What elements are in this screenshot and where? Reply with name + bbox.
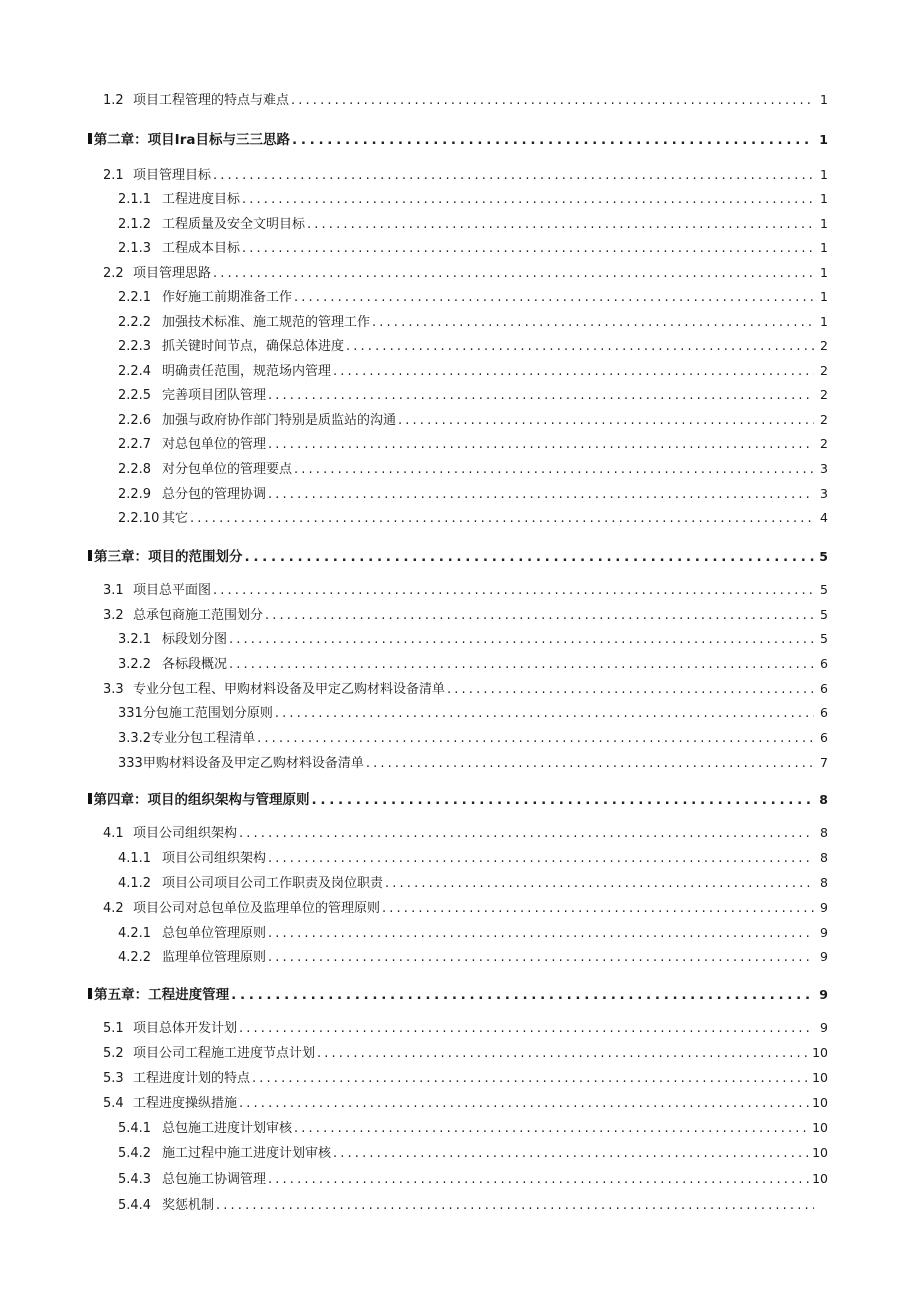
toc-entry-title: 项目公司组织架构: [133, 826, 238, 841]
toc-leader-dots: [229, 657, 814, 672]
toc-leader-dots: [268, 926, 814, 941]
toc-leader-dots: [229, 632, 814, 647]
toc-entry-title: 专业分包工程、甲购材料设备及甲定乙购材料设备清单: [133, 682, 446, 697]
toc-entry-title: 工程进度计划的特点: [133, 1071, 251, 1086]
toc-leader-dots: [312, 792, 814, 808]
toc-leader-dots: [317, 1046, 810, 1061]
toc-entry-title: 加强与政府协作部门特别是质监站的沟通: [162, 413, 397, 428]
toc-leader-dots: [213, 168, 814, 183]
toc-entry-number: 4.2.2: [118, 950, 152, 965]
toc-entry[interactable]: [118, 237, 828, 259]
toc-entry-page-number: 3: [820, 461, 828, 476]
toc-leader-dots: [245, 549, 814, 565]
toc-entry-page-number: 2: [820, 412, 828, 427]
toc-leader-dots: [216, 1198, 814, 1213]
toc-entry-page-number: 6: [820, 656, 828, 671]
toc-entry-number: 5.2: [103, 1046, 124, 1061]
toc-entry-page-number: 2: [820, 338, 828, 353]
toc-entry-page-number: 1: [820, 191, 828, 206]
toc-entry-page-number: 6: [820, 730, 828, 745]
toc-leader-dots: [213, 266, 814, 281]
toc-entry-page-number: 10: [812, 1145, 828, 1160]
toc-entry-page-number: 5: [820, 607, 828, 622]
toc-entry-number: 2.2.1: [118, 290, 152, 305]
toc-entry[interactable]: [118, 1117, 828, 1139]
toc-entry[interactable]: [103, 262, 828, 284]
toc-entry-number: 2.2.4: [118, 364, 152, 379]
toc-entry-page-number: 2: [820, 436, 828, 451]
toc-entry[interactable]: [103, 89, 828, 111]
toc-entry-number: 3.3: [103, 682, 124, 697]
chapter-bullet-icon: [88, 550, 92, 561]
toc-entry[interactable]: [103, 1092, 828, 1114]
toc-entry-number: 5.3: [103, 1071, 124, 1086]
toc-entry[interactable]: [118, 286, 828, 308]
toc-entry-number: 5.4.3: [118, 1172, 152, 1187]
toc-entry[interactable]: [118, 727, 828, 749]
toc-chapter-entry[interactable]: [88, 545, 828, 567]
toc-leader-dots: [268, 388, 814, 403]
toc-entry-number: 4.1: [103, 826, 124, 841]
toc-entry-title: 各标段概况: [162, 657, 228, 672]
toc-entry-title: 分包施工范围划分原则: [142, 706, 273, 721]
toc-entry-title: 总承包商施工范围划分: [133, 608, 264, 623]
toc-entry[interactable]: [118, 384, 828, 406]
toc-leader-dots: [333, 1146, 810, 1161]
toc-entry-number: 4.1.2: [118, 876, 152, 891]
toc-entry-title: 奖惩机制: [162, 1198, 215, 1213]
toc-entry[interactable]: [118, 188, 828, 210]
toc-leader-dots: [252, 1071, 810, 1086]
toc-leader-dots: [382, 901, 814, 916]
toc-leader-dots: [372, 315, 814, 330]
chapter-bullet-icon: [88, 793, 92, 804]
toc-entry-title: 工程进度目标: [162, 192, 241, 207]
toc-leader-dots: [239, 826, 814, 841]
toc-entry-number: 3.2: [103, 608, 124, 623]
toc-chapter-entry[interactable]: [88, 128, 828, 150]
toc-entry[interactable]: [118, 458, 828, 480]
toc-entry-title: 工程进度操纵措施: [133, 1096, 238, 1111]
toc-leader-dots: [242, 192, 814, 207]
toc-entry-title: 监理单位管理原则: [162, 950, 267, 965]
toc-entry-number: 331: [118, 706, 143, 721]
toc-leader-dots: [265, 608, 814, 623]
toc-entry-number: 3.2.2: [118, 657, 152, 672]
toc-entry-page-number: 1: [820, 92, 828, 107]
toc-entry[interactable]: [118, 1194, 828, 1216]
toc-entry[interactable]: [118, 311, 828, 333]
toc-entry-page-number: 9: [820, 1020, 828, 1035]
toc-entry[interactable]: [118, 847, 828, 869]
toc-entry-page-number: 7: [820, 755, 828, 770]
toc-entry-title: 第三章：项目的范围划分: [94, 549, 243, 565]
toc-entry-page-number: 2: [820, 387, 828, 402]
toc-entry-page-number: 5: [820, 631, 828, 646]
toc-entry[interactable]: [118, 922, 828, 944]
toc-entry-number: 4.2.1: [118, 926, 152, 941]
toc-leader-dots: [275, 706, 814, 721]
toc-entry-title: 工程成本目标: [162, 241, 241, 256]
toc-entry[interactable]: [118, 335, 828, 357]
toc-entry-page-number: 10: [812, 1045, 828, 1060]
toc-entry[interactable]: [118, 653, 828, 675]
toc-entry-page-number: 8: [820, 875, 828, 890]
toc-entry-page-number: 1: [820, 289, 828, 304]
toc-entry-page-number: 5: [820, 582, 828, 597]
toc-entry-number: 2.1.2: [118, 217, 152, 232]
toc-leader-dots: [333, 364, 814, 379]
toc-entry-title: 第五章：工程进度管理: [94, 987, 230, 1003]
toc-leader-dots: [268, 851, 814, 866]
toc-entry-number: 2.2.8: [118, 462, 152, 477]
toc-entry-page-number: 5: [819, 549, 828, 564]
toc-leader-dots: [242, 241, 814, 256]
toc-leader-dots: [268, 487, 814, 502]
toc-entry-page-number: 3: [820, 486, 828, 501]
toc-entry-title: 项目公司对总包单位及监理单位的管理原则: [133, 901, 381, 916]
toc-entry[interactable]: [118, 1142, 828, 1164]
toc-leader-dots: [213, 583, 814, 598]
toc-entry-number: 2.1.1: [118, 192, 152, 207]
toc-entry-page-number: 9: [820, 900, 828, 915]
toc-entry-number: 2.2.5: [118, 388, 152, 403]
toc-entry[interactable]: [118, 213, 828, 235]
toc-leader-dots: [307, 217, 814, 232]
toc-entry-number: 2.2.9: [118, 487, 152, 502]
toc-entry-title: 项目总体开发计划: [133, 1021, 238, 1036]
toc-entry-page-number: 2: [820, 363, 828, 378]
toc-entry[interactable]: [103, 604, 828, 626]
toc-entry-page-number: 9: [820, 949, 828, 964]
toc-entry[interactable]: [103, 897, 828, 919]
toc-entry-number: 2.1.3: [118, 241, 152, 256]
toc-entry-title: 对分包单位的管理要点: [162, 462, 293, 477]
toc-entry[interactable]: [118, 752, 828, 774]
toc-entry[interactable]: [118, 483, 828, 505]
toc-entry-page-number: 10: [812, 1070, 828, 1085]
toc-leader-dots: [291, 93, 814, 108]
toc-entry[interactable]: [118, 409, 828, 431]
toc-entry-page-number: 4: [820, 510, 828, 525]
toc-leader-dots: [239, 1021, 814, 1036]
toc-leader-dots: [294, 462, 814, 477]
toc-entry-page-number: 8: [819, 792, 828, 807]
toc-entry-page-number: 8: [820, 825, 828, 840]
toc-entry-number: 2.2.7: [118, 437, 152, 452]
toc-entry-page-number: 1: [820, 314, 828, 329]
toc-entry-number: 5.4.2: [118, 1146, 152, 1161]
toc-entry-page-number: 1: [820, 240, 828, 255]
toc-entry-number: 1.2: [103, 93, 124, 108]
chapter-bullet-icon: [88, 133, 92, 144]
toc-entry-page-number: 9: [820, 925, 828, 940]
toc-entry[interactable]: [118, 1168, 828, 1190]
toc-entry-number: 5.4.1: [118, 1121, 152, 1136]
toc-entry-number: 2.2: [103, 266, 124, 281]
toc-leader-dots: [292, 132, 814, 148]
toc-entry-title: 总分包的管理协调: [162, 487, 267, 502]
toc-leader-dots: [294, 290, 814, 305]
toc-entry[interactable]: [103, 1017, 828, 1039]
toc-entry-page-number: 1: [820, 265, 828, 280]
toc-entry-title: 作好施工前期准备工作: [162, 290, 293, 305]
toc-chapter-entry[interactable]: [88, 983, 828, 1005]
toc-entry-number: 3.1: [103, 583, 124, 598]
toc-entry-page-number: 8: [820, 850, 828, 865]
toc-entry[interactable]: [103, 1042, 828, 1064]
toc-entry[interactable]: [118, 872, 828, 894]
toc-entry-title: 明确责任范围，规范场内管理: [162, 364, 332, 379]
toc-entry-number: 5.1: [103, 1021, 124, 1036]
toc-entry-number: 5.4: [103, 1096, 124, 1111]
toc-leader-dots: [398, 413, 814, 428]
toc-entry-title: 项目管理思路: [133, 266, 212, 281]
toc-entry[interactable]: [118, 946, 828, 968]
toc-entry[interactable]: [118, 507, 828, 529]
toc-leader-dots: [257, 731, 814, 746]
toc-entry-title: 总包单位管理原则: [162, 926, 267, 941]
toc-entry-number: 2.1: [103, 168, 124, 183]
toc-entry-page-number: 10: [812, 1095, 828, 1110]
toc-leader-dots: [239, 1096, 810, 1111]
toc-leader-dots: [268, 950, 814, 965]
toc-entry-title: 工程质量及安全文明目标: [162, 217, 306, 232]
toc-entry-title: 施工过程中施工进度计划审核: [162, 1146, 332, 1161]
toc-entry-page-number: 1: [819, 132, 828, 147]
toc-entry-title: 加强技术标准、施工规范的管理工作: [162, 315, 371, 330]
toc-entry-page-number: 10: [812, 1171, 828, 1186]
toc-entry-number: 4.1.1: [118, 851, 152, 866]
toc-entry-number: 2.2.2: [118, 315, 152, 330]
toc-entry[interactable]: [103, 1067, 828, 1089]
toc-entry-number: 2.2.3: [118, 339, 152, 354]
toc-entry-title: 项目公司工程施工进度节点计划: [133, 1046, 316, 1061]
toc-leader-dots: [268, 437, 814, 452]
toc-entry[interactable]: [103, 579, 828, 601]
toc-leader-dots: [190, 511, 814, 526]
toc-entry-title: 标段划分图: [162, 632, 228, 647]
toc-leader-dots: [346, 339, 814, 354]
toc-entry-title: 总包施工协调管理: [162, 1172, 267, 1187]
toc-entry-title: 甲购材料设备及甲定乙购材料设备清单: [142, 756, 364, 771]
toc-entry-title: 完善项目团队管理: [162, 388, 267, 403]
toc-leader-dots: [294, 1121, 810, 1136]
toc-entry[interactable]: [118, 702, 828, 724]
toc-entry-title: 项目公司项目公司工作职责及岗位职责: [162, 876, 384, 891]
toc-entry-number: 333: [118, 756, 143, 771]
toc-entry-page-number: 1: [820, 167, 828, 182]
toc-leader-dots: [268, 1172, 810, 1187]
toc-entry-number: 3.2.1: [118, 632, 152, 647]
toc-entry[interactable]: [103, 164, 828, 186]
toc-leader-dots: [366, 756, 814, 771]
toc-entry-title: 专业分包工程清单: [151, 731, 256, 746]
toc-entry-title: 其它: [162, 511, 189, 526]
toc-leader-dots: [385, 876, 814, 891]
toc-entry-title: 项目管理目标: [133, 168, 212, 183]
toc-entry-page-number: 6: [820, 705, 828, 720]
toc-entry-title: 项目公司组织架构: [162, 851, 267, 866]
toc-entry-number: 3.3.2: [118, 731, 152, 746]
toc-entry-title: 第四章：项目的组织架构与管理原则: [93, 792, 310, 808]
toc-entry-title: 抓关键时间节点，确保总体进度: [162, 339, 345, 354]
toc-entry-page-number: 10: [812, 1120, 828, 1135]
toc-entry-number: 2.2.6: [118, 413, 152, 428]
toc-entry-title: 项目工程管理的特点与难点: [133, 93, 290, 108]
toc-entry-title: 对总包单位的管理: [162, 437, 267, 452]
toc-entry[interactable]: [118, 360, 828, 382]
toc-entry-title: 第二章：项目Ira目标与三三思路: [93, 132, 290, 148]
toc-leader-dots: [447, 682, 814, 697]
chapter-bullet-icon: [88, 988, 92, 999]
toc-entry[interactable]: [118, 433, 828, 455]
toc-entry-title: 总包施工进度计划审核: [162, 1121, 293, 1136]
toc-entry[interactable]: [103, 822, 828, 844]
toc-leader-dots: [231, 987, 814, 1003]
toc-entry-number: 4.2: [103, 901, 124, 916]
toc-entry[interactable]: [103, 678, 828, 700]
toc-entry-title: 项目总平面图: [133, 583, 212, 598]
toc-entry-page-number: 9: [819, 987, 828, 1002]
toc-entry-page-number: 6: [820, 681, 828, 696]
toc-entry-number: 5.4.4: [118, 1198, 152, 1213]
toc-chapter-entry[interactable]: [88, 788, 828, 810]
toc-entry-page-number: 1: [820, 216, 828, 231]
toc-entry-number: 2.2.10: [118, 511, 160, 526]
toc-entry[interactable]: [118, 628, 828, 650]
